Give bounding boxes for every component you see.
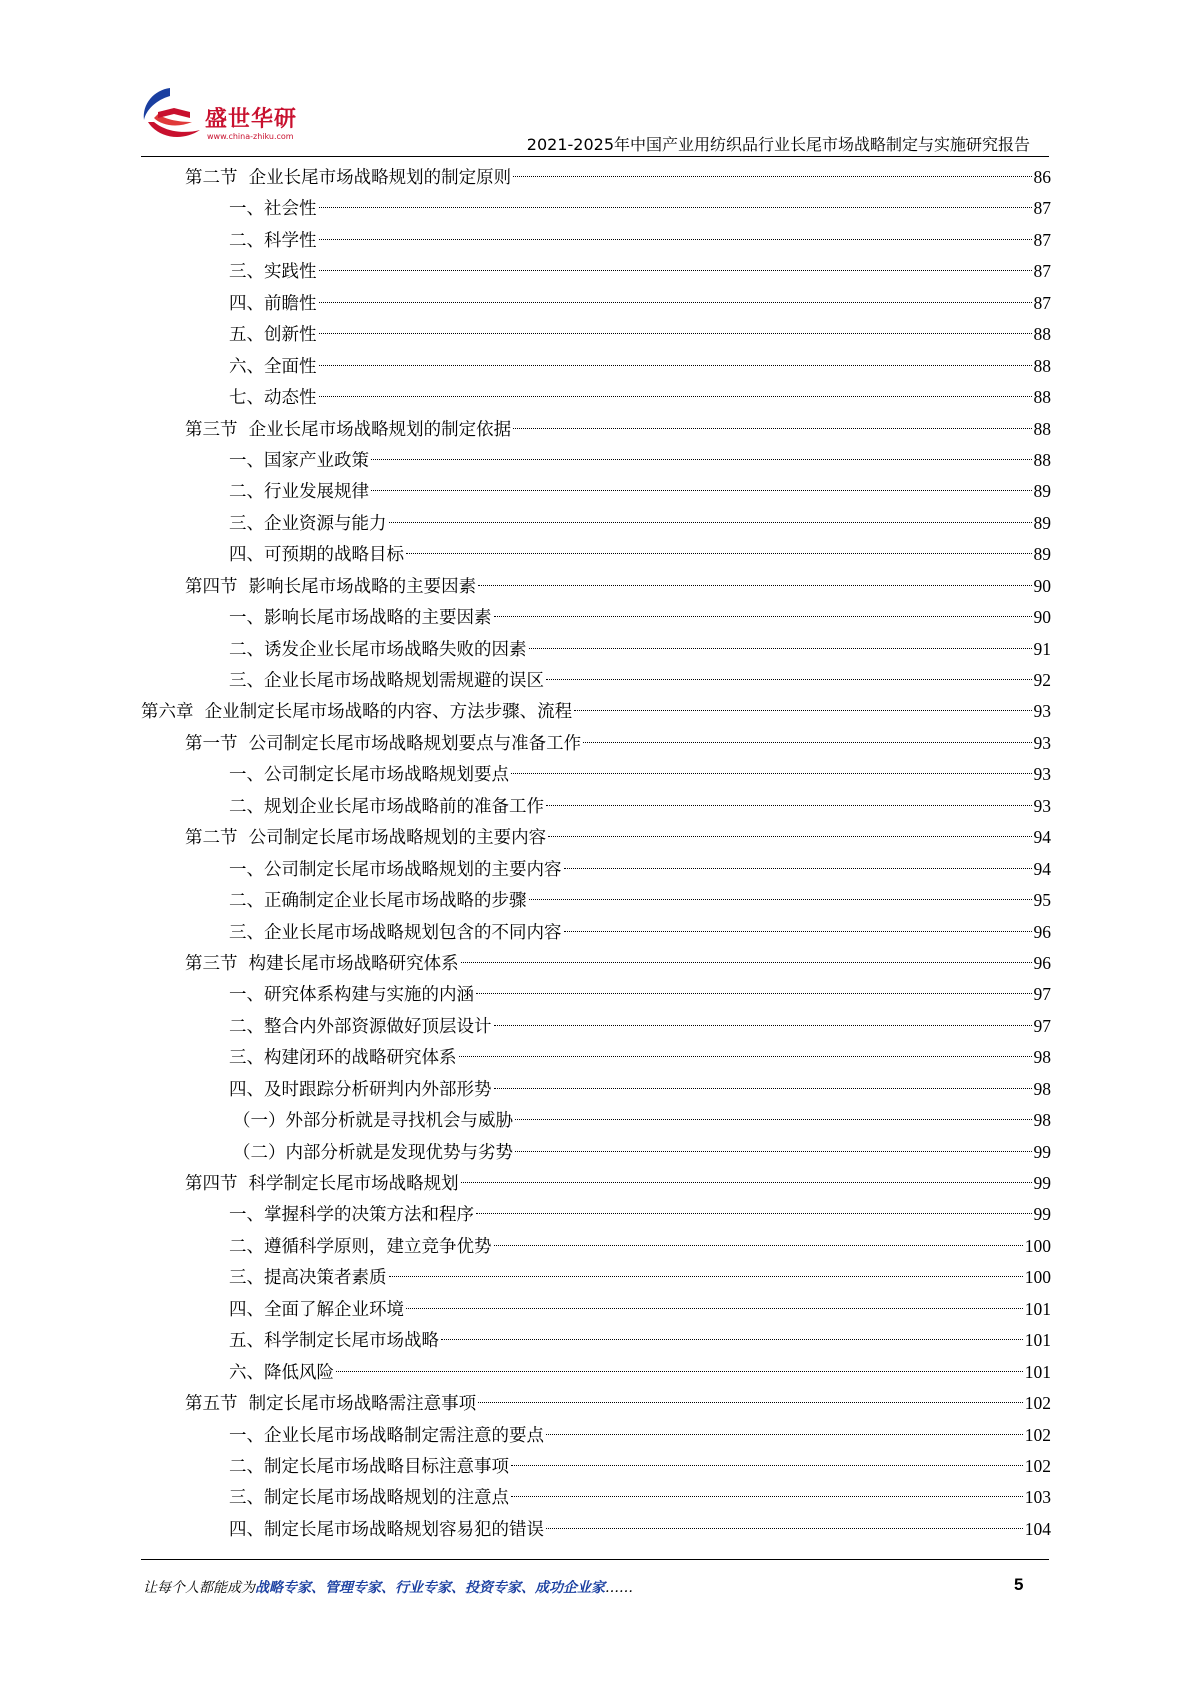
toc-leader-dots <box>494 1245 1023 1246</box>
toc-entry-label: 二、制定长尾市场战略目标注意事项 <box>229 1456 509 1477</box>
page-number: 5 <box>1014 1575 1024 1594</box>
toc-entry-label: 四、前瞻性 <box>229 293 317 314</box>
toc-entry-page: 87 <box>1033 229 1051 250</box>
toc-entry[interactable] <box>141 885 1051 916</box>
toc-entry-page: 88 <box>1033 324 1051 345</box>
toc-entry-label: 第二节 公司制定长尾市场战略规划的主要内容 <box>185 828 547 849</box>
toc-entry-label: 七、动态性 <box>229 388 317 409</box>
toc-entry-page: 96 <box>1033 921 1051 942</box>
toc-entry[interactable] <box>141 1325 1051 1356</box>
toc-entry-page: 99 <box>1033 1141 1051 1162</box>
toc-entry[interactable] <box>141 1357 1051 1388</box>
toc-entry-label: 第三节 构建长尾市场战略研究体系 <box>185 953 459 974</box>
toc-entry-page: 91 <box>1033 638 1051 659</box>
toc-leader-dots <box>494 1025 1032 1026</box>
toc-leader-dots <box>478 585 1031 586</box>
toc-entry[interactable] <box>141 822 1051 853</box>
footer-rule <box>141 1559 1049 1560</box>
toc-entry-page: 94 <box>1033 858 1051 879</box>
toc-entry[interactable] <box>141 1514 1051 1545</box>
toc-leader-dots <box>476 993 1032 994</box>
toc-entry-label: 四、制定长尾市场战略规划容易犯的错误 <box>229 1519 544 1540</box>
toc-entry-label: 三、构建闭环的战略研究体系 <box>229 1048 457 1069</box>
toc-entry-label: 三、制定长尾市场战略规划的注意点 <box>229 1488 509 1509</box>
toc-entry-page: 87 <box>1033 261 1051 282</box>
toc-entry-page: 102 <box>1024 1393 1051 1414</box>
toc-entry[interactable] <box>141 508 1051 539</box>
toc-entry[interactable] <box>141 1294 1051 1325</box>
toc-entry[interactable] <box>141 1388 1051 1419</box>
toc-entry-page: 90 <box>1033 607 1051 628</box>
toc-leader-dots <box>511 1496 1023 1497</box>
toc-entry[interactable] <box>141 1482 1051 1513</box>
toc-entry-page: 97 <box>1033 1015 1051 1036</box>
toc-entry-page: 88 <box>1033 418 1051 439</box>
toc-entry-label: （二）内部分析就是发现优势与劣势 <box>233 1142 513 1163</box>
toc-entry-label: 一、研究体系构建与实施的内涵 <box>229 985 474 1006</box>
toc-entry-page: 94 <box>1033 827 1051 848</box>
document-title: 2021-2025年中国产业用纺织品行业长尾市场战略制定与实施研究报告 <box>526 135 1030 154</box>
toc-entry-page: 88 <box>1033 387 1051 408</box>
toc-entry[interactable] <box>141 1231 1051 1262</box>
toc-entry[interactable] <box>141 854 1051 885</box>
toc-entry-label: 二、整合内外部资源做好顶层设计 <box>229 1016 492 1037</box>
toc-leader-dots <box>546 1434 1023 1435</box>
toc-entry[interactable] <box>141 1262 1051 1293</box>
toc-entry[interactable] <box>141 1451 1051 1482</box>
toc-entry[interactable] <box>141 728 1051 759</box>
toc-entry-page: 88 <box>1033 449 1051 470</box>
toc-entry-page: 88 <box>1033 355 1051 376</box>
toc-entry-page: 93 <box>1033 764 1051 785</box>
toc-leader-dots <box>513 428 1031 429</box>
toc-entry[interactable] <box>141 539 1051 570</box>
toc-entry[interactable] <box>141 445 1051 476</box>
toc-entry-label: 五、创新性 <box>229 325 317 346</box>
toc-entry-page: 86 <box>1033 167 1051 187</box>
toc-leader-dots <box>406 553 1032 554</box>
toc-entry-page: 101 <box>1024 1330 1051 1351</box>
toc-leader-dots <box>515 1151 1032 1152</box>
logo-url: www.china-zhiku.com <box>207 132 294 141</box>
toc-entry-label: 四、可预期的战略目标 <box>229 545 404 566</box>
toc-entry-label: 二、遵循科学原则，建立竞争优势 <box>229 1236 492 1257</box>
toc-entry[interactable] <box>141 1199 1051 1230</box>
toc-leader-dots <box>546 1528 1023 1529</box>
toc-entry-label: 一、公司制定长尾市场战略规划要点 <box>229 765 509 786</box>
toc-entry-page: 101 <box>1024 1361 1051 1382</box>
toc-entry-page: 103 <box>1024 1487 1051 1508</box>
toc-leader-dots <box>459 1056 1032 1057</box>
toc-entry-label: 一、企业长尾市场战略制定需注意的要点 <box>229 1425 544 1446</box>
slogan-highlight: 战略专家、管理专家、行业专家、投资专家、成功企业家 <box>255 1580 605 1596</box>
toc-leader-dots <box>336 1371 1023 1372</box>
header-rule <box>141 156 1049 157</box>
toc-entry[interactable] <box>141 414 1051 445</box>
toc-leader-dots <box>406 1308 1023 1309</box>
toc-entry-page: 98 <box>1033 1110 1051 1131</box>
toc-leader-dots <box>494 616 1032 617</box>
toc-entry[interactable] <box>141 979 1051 1010</box>
toc-entry-label: 二、行业发展规律 <box>229 482 369 503</box>
toc-entry[interactable] <box>141 1011 1051 1042</box>
toc-entry-page: 97 <box>1033 984 1051 1005</box>
toc-entry-page: 99 <box>1033 1204 1051 1225</box>
toc-leader-dots <box>319 270 1032 271</box>
toc-entry[interactable] <box>141 696 1051 727</box>
logo-text: 盛世华研 <box>205 107 298 132</box>
toc-entry-page: 100 <box>1024 1235 1051 1256</box>
toc-leader-dots <box>461 962 1032 963</box>
toc-leader-dots <box>494 1088 1032 1089</box>
toc-entry[interactable] <box>141 602 1051 633</box>
toc-entry[interactable] <box>141 1074 1051 1105</box>
toc-leader-dots <box>478 1402 1023 1403</box>
toc-leader-dots <box>511 1465 1023 1466</box>
toc-leader-dots <box>564 931 1032 932</box>
toc-entry[interactable] <box>141 476 1051 507</box>
toc-leader-dots <box>319 207 1032 208</box>
toc-entry-label: 六、降低风险 <box>229 1362 334 1383</box>
toc-entry-label: 一、公司制定长尾市场战略规划的主要内容 <box>229 859 562 880</box>
toc-entry[interactable] <box>141 571 1051 602</box>
toc-leader-dots <box>389 522 1032 523</box>
toc-entry-page: 90 <box>1033 575 1051 596</box>
toc-entry[interactable] <box>141 1420 1051 1451</box>
toc-entry-page: 98 <box>1033 1047 1051 1068</box>
toc-entry[interactable] <box>141 256 1051 287</box>
toc-leader-dots <box>441 1339 1023 1340</box>
toc-entry-page: 93 <box>1033 795 1051 816</box>
toc-entry-page: 102 <box>1024 1455 1051 1476</box>
toc-entry[interactable] <box>141 351 1051 382</box>
toc-entry-page: 93 <box>1033 701 1051 722</box>
toc-entry-label: 第二节 企业长尾市场战略规划的制定原则 <box>185 168 512 188</box>
toc-leader-dots <box>564 868 1032 869</box>
toc-entry[interactable] <box>141 1105 1051 1136</box>
toc-entry-page: 100 <box>1024 1267 1051 1288</box>
toc-entry-label: 第五节 制定长尾市场战略需注意事项 <box>185 1394 477 1415</box>
toc-entry[interactable] <box>141 665 1051 696</box>
toc-entry-label: 一、国家产业政策 <box>229 450 369 471</box>
toc-entry-page: 104 <box>1024 1518 1051 1539</box>
toc-leader-dots <box>371 459 1032 460</box>
toc-entry-label: 四、及时跟踪分析研判内外部形势 <box>229 1079 492 1100</box>
toc-leader-dots <box>461 1182 1032 1183</box>
toc-leader-dots <box>319 302 1032 303</box>
toc-entry-page: 101 <box>1024 1298 1051 1319</box>
toc-entry-label: 第三节 企业长尾市场战略规划的制定依据 <box>185 419 512 440</box>
toc-entry-label: 第六章 企业制定长尾市场战略的内容、方法步骤、流程 <box>141 702 573 723</box>
toc-entry[interactable] <box>141 1137 1051 1168</box>
toc-leader-dots <box>371 490 1032 491</box>
toc-entry-label: 一、社会性 <box>229 199 317 220</box>
toc-entry-page: 87 <box>1033 198 1051 219</box>
toc-entry-page: 95 <box>1033 890 1051 911</box>
slogan-prefix: 让每个人都能成为 <box>143 1580 255 1596</box>
toc-entry-page: 89 <box>1033 481 1051 502</box>
toc-entry-label: 三、企业资源与能力 <box>229 513 387 534</box>
toc-entry-label: 六、全面性 <box>229 356 317 377</box>
toc-entry-label: 第一节 公司制定长尾市场战略规划要点与准备工作 <box>185 733 582 754</box>
toc-leader-dots <box>529 899 1032 900</box>
table-of-contents <box>141 162 1051 1545</box>
footer-slogan <box>143 1577 633 1597</box>
toc-entry-label: 三、企业长尾市场战略规划包含的不同内容 <box>229 922 562 943</box>
toc-leader-dots <box>546 805 1032 806</box>
toc-entry-label: 二、正确制定企业长尾市场战略的步骤 <box>229 891 527 912</box>
toc-entry[interactable] <box>141 791 1051 822</box>
slogan-suffix: …… <box>605 1580 633 1596</box>
toc-entry-page: 96 <box>1033 952 1051 973</box>
toc-leader-dots <box>583 742 1031 743</box>
toc-entry[interactable] <box>141 193 1051 224</box>
toc-entry[interactable] <box>141 917 1051 948</box>
toc-entry-label: 三、企业长尾市场战略规划需规避的误区 <box>229 671 544 691</box>
toc-entry-page: 99 <box>1033 1173 1051 1193</box>
toc-entry[interactable] <box>141 382 1051 413</box>
toc-entry-label: 四、全面了解企业环境 <box>229 1299 404 1320</box>
toc-leader-dots <box>476 1213 1032 1214</box>
toc-leader-dots <box>319 396 1032 397</box>
toc-entry-label: 二、科学性 <box>229 230 317 251</box>
toc-entry-page: 89 <box>1033 512 1051 533</box>
toc-entry-label: 二、诱发企业长尾市场战略失败的因素 <box>229 639 527 660</box>
toc-entry-label: 第四节 科学制定长尾市场战略规划 <box>185 1174 459 1194</box>
toc-entry[interactable] <box>141 319 1051 350</box>
toc-entry[interactable] <box>141 162 1051 193</box>
toc-leader-dots <box>515 1119 1032 1120</box>
toc-entry-label: 五、科学制定长尾市场战略 <box>229 1331 439 1352</box>
toc-entry-page: 102 <box>1024 1424 1051 1445</box>
toc-leader-dots <box>511 773 1032 774</box>
toc-entry[interactable] <box>141 225 1051 256</box>
toc-entry-label: （一）外部分析就是寻找机会与威胁 <box>233 1111 513 1132</box>
toc-leader-dots <box>319 333 1032 334</box>
toc-entry-label: 一、影响长尾市场战略的主要因素 <box>229 608 492 629</box>
toc-entry-page: 93 <box>1033 732 1051 753</box>
toc-entry-label: 三、提高决策者素质 <box>229 1268 387 1289</box>
toc-entry[interactable] <box>141 1042 1051 1073</box>
toc-leader-dots <box>574 710 1031 711</box>
toc-leader-dots <box>546 679 1032 680</box>
toc-leader-dots <box>548 836 1031 837</box>
toc-entry-page: 89 <box>1033 544 1051 565</box>
toc-entry-label: 第四节 影响长尾市场战略的主要因素 <box>185 576 477 597</box>
toc-leader-dots <box>529 648 1032 649</box>
logo-swoosh-icon <box>140 82 210 152</box>
toc-leader-dots <box>319 365 1032 366</box>
toc-entry[interactable] <box>141 948 1051 979</box>
toc-leader-dots <box>319 239 1032 240</box>
toc-entry[interactable] <box>141 634 1051 665</box>
toc-entry-page: 92 <box>1033 670 1051 690</box>
toc-leader-dots <box>513 176 1031 177</box>
toc-entry[interactable] <box>141 759 1051 790</box>
toc-entry-page: 87 <box>1033 292 1051 313</box>
toc-entry-label: 二、规划企业长尾市场战略前的准备工作 <box>229 796 544 817</box>
toc-entry-label: 一、掌握科学的决策方法和程序 <box>229 1205 474 1226</box>
toc-entry[interactable] <box>141 1168 1051 1199</box>
toc-entry[interactable] <box>141 288 1051 319</box>
toc-leader-dots <box>389 1276 1023 1277</box>
toc-entry-label: 三、实践性 <box>229 262 317 283</box>
toc-entry-page: 98 <box>1033 1078 1051 1099</box>
